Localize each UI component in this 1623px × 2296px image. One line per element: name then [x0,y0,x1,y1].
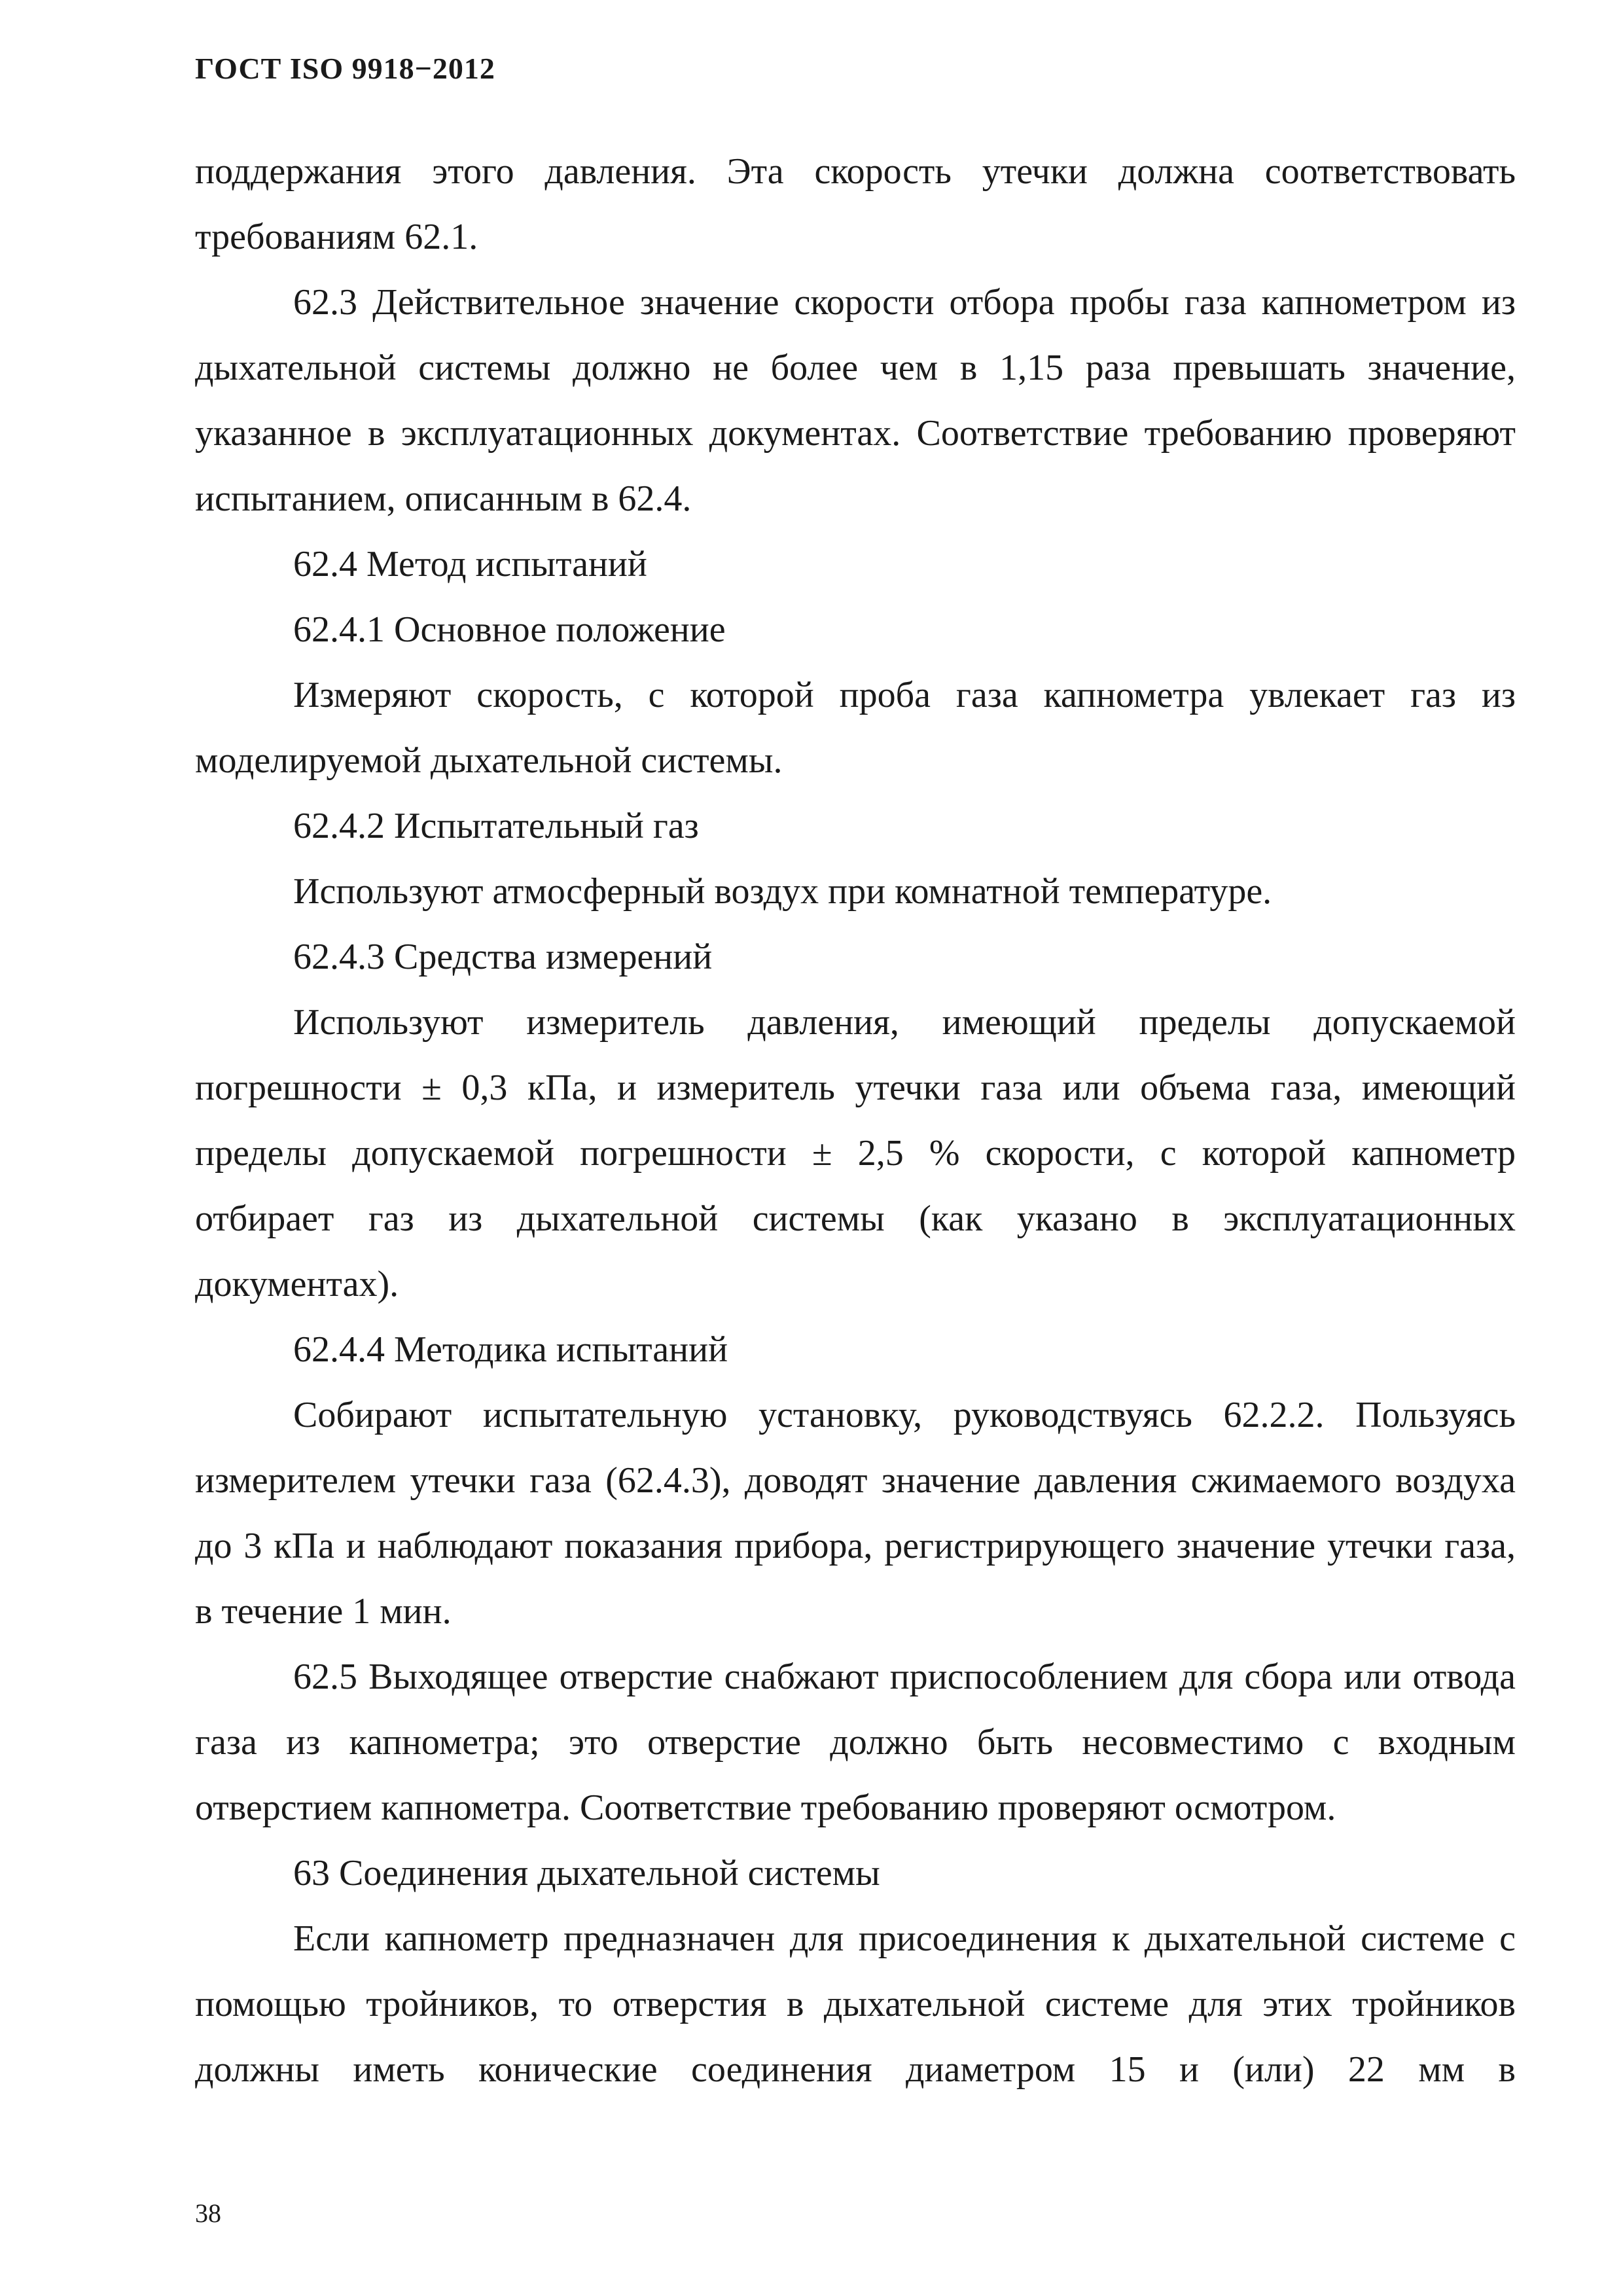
paragraph-62-4-1: Измеряют скорость, с которой проба газа капнометра увлекает газ из моделируемой дыхательной системы. [195,675,1516,781]
paragraph-62-4-4: Собирают испытательную установку, руководствуясь 62.2.2. Пользуясь измерителем утечки газа (62.4.3), доводят значение давления сжимаемого воздуха до 3 кПа и наблюдают показания прибора, регистрирующего значение утечки газа, в течение 1 мин. [195,1395,1516,1632]
paragraph-62-3: 62.3 Действительное значение скорости отбора пробы газа капнометром из дыхательной системы должно не более чем в 1,15 раза превышать значение, указанное в эксплуатационных документах. Соответствие требованию проверяют испытанием, описанным в 62.4. [195,282,1516,519]
heading-62-4-1: 62.4.1 Основное положение [293,609,726,650]
paragraph-continuation: поддержания этого давления. Эта скорость утечки должна соответствовать требованиям 62.1. [195,151,1516,257]
heading-63: 63 Соединения дыхательной системы [293,1853,880,1893]
document-body [195,139,1516,2102]
heading-62-4: 62.4 Метод испытаний [293,544,647,584]
heading-62-4-2: 62.4.2 Испытательный газ [293,806,699,846]
paragraph-62-4-2: Используют атмосферный воздух при комнатной температуре. [293,871,1272,912]
page-number: 38 [195,2198,221,2228]
heading-62-4-4: 62.4.4 Методика испытаний [293,1329,728,1370]
document-header: ГОСТ ISO 9918−2012 [195,52,495,85]
paragraph-63: Если капнометр предназначен для присоединения к дыхательной системе с помощью тройников, то отверстия в дыхательной системе для этих тройников должны иметь конические соединения диаметром 15 и (или) 22 мм в [195,1918,1516,2090]
paragraph-62-5: 62.5 Выходящее отверстие снабжают приспособлением для сбора или отвода газа из капнометра; это отверстие должно быть несовместимо с входным отверстием капнометра. Соответствие требованию проверяют осмотром. [195,1657,1516,1828]
heading-62-4-3: 62.4.3 Средства измерений [293,937,713,977]
paragraph-62-4-3: Используют измеритель давления, имеющий пределы допускаемой погрешности ± 0,3 кПа, и измеритель утечки газа или объема газа, имеющий пределы допускаемой погрешности ± 2,5 % скорости, с которой капнометр отбирает газ из дыхательной системы (как указано в эксплуатационных документах). [195,1002,1516,1304]
